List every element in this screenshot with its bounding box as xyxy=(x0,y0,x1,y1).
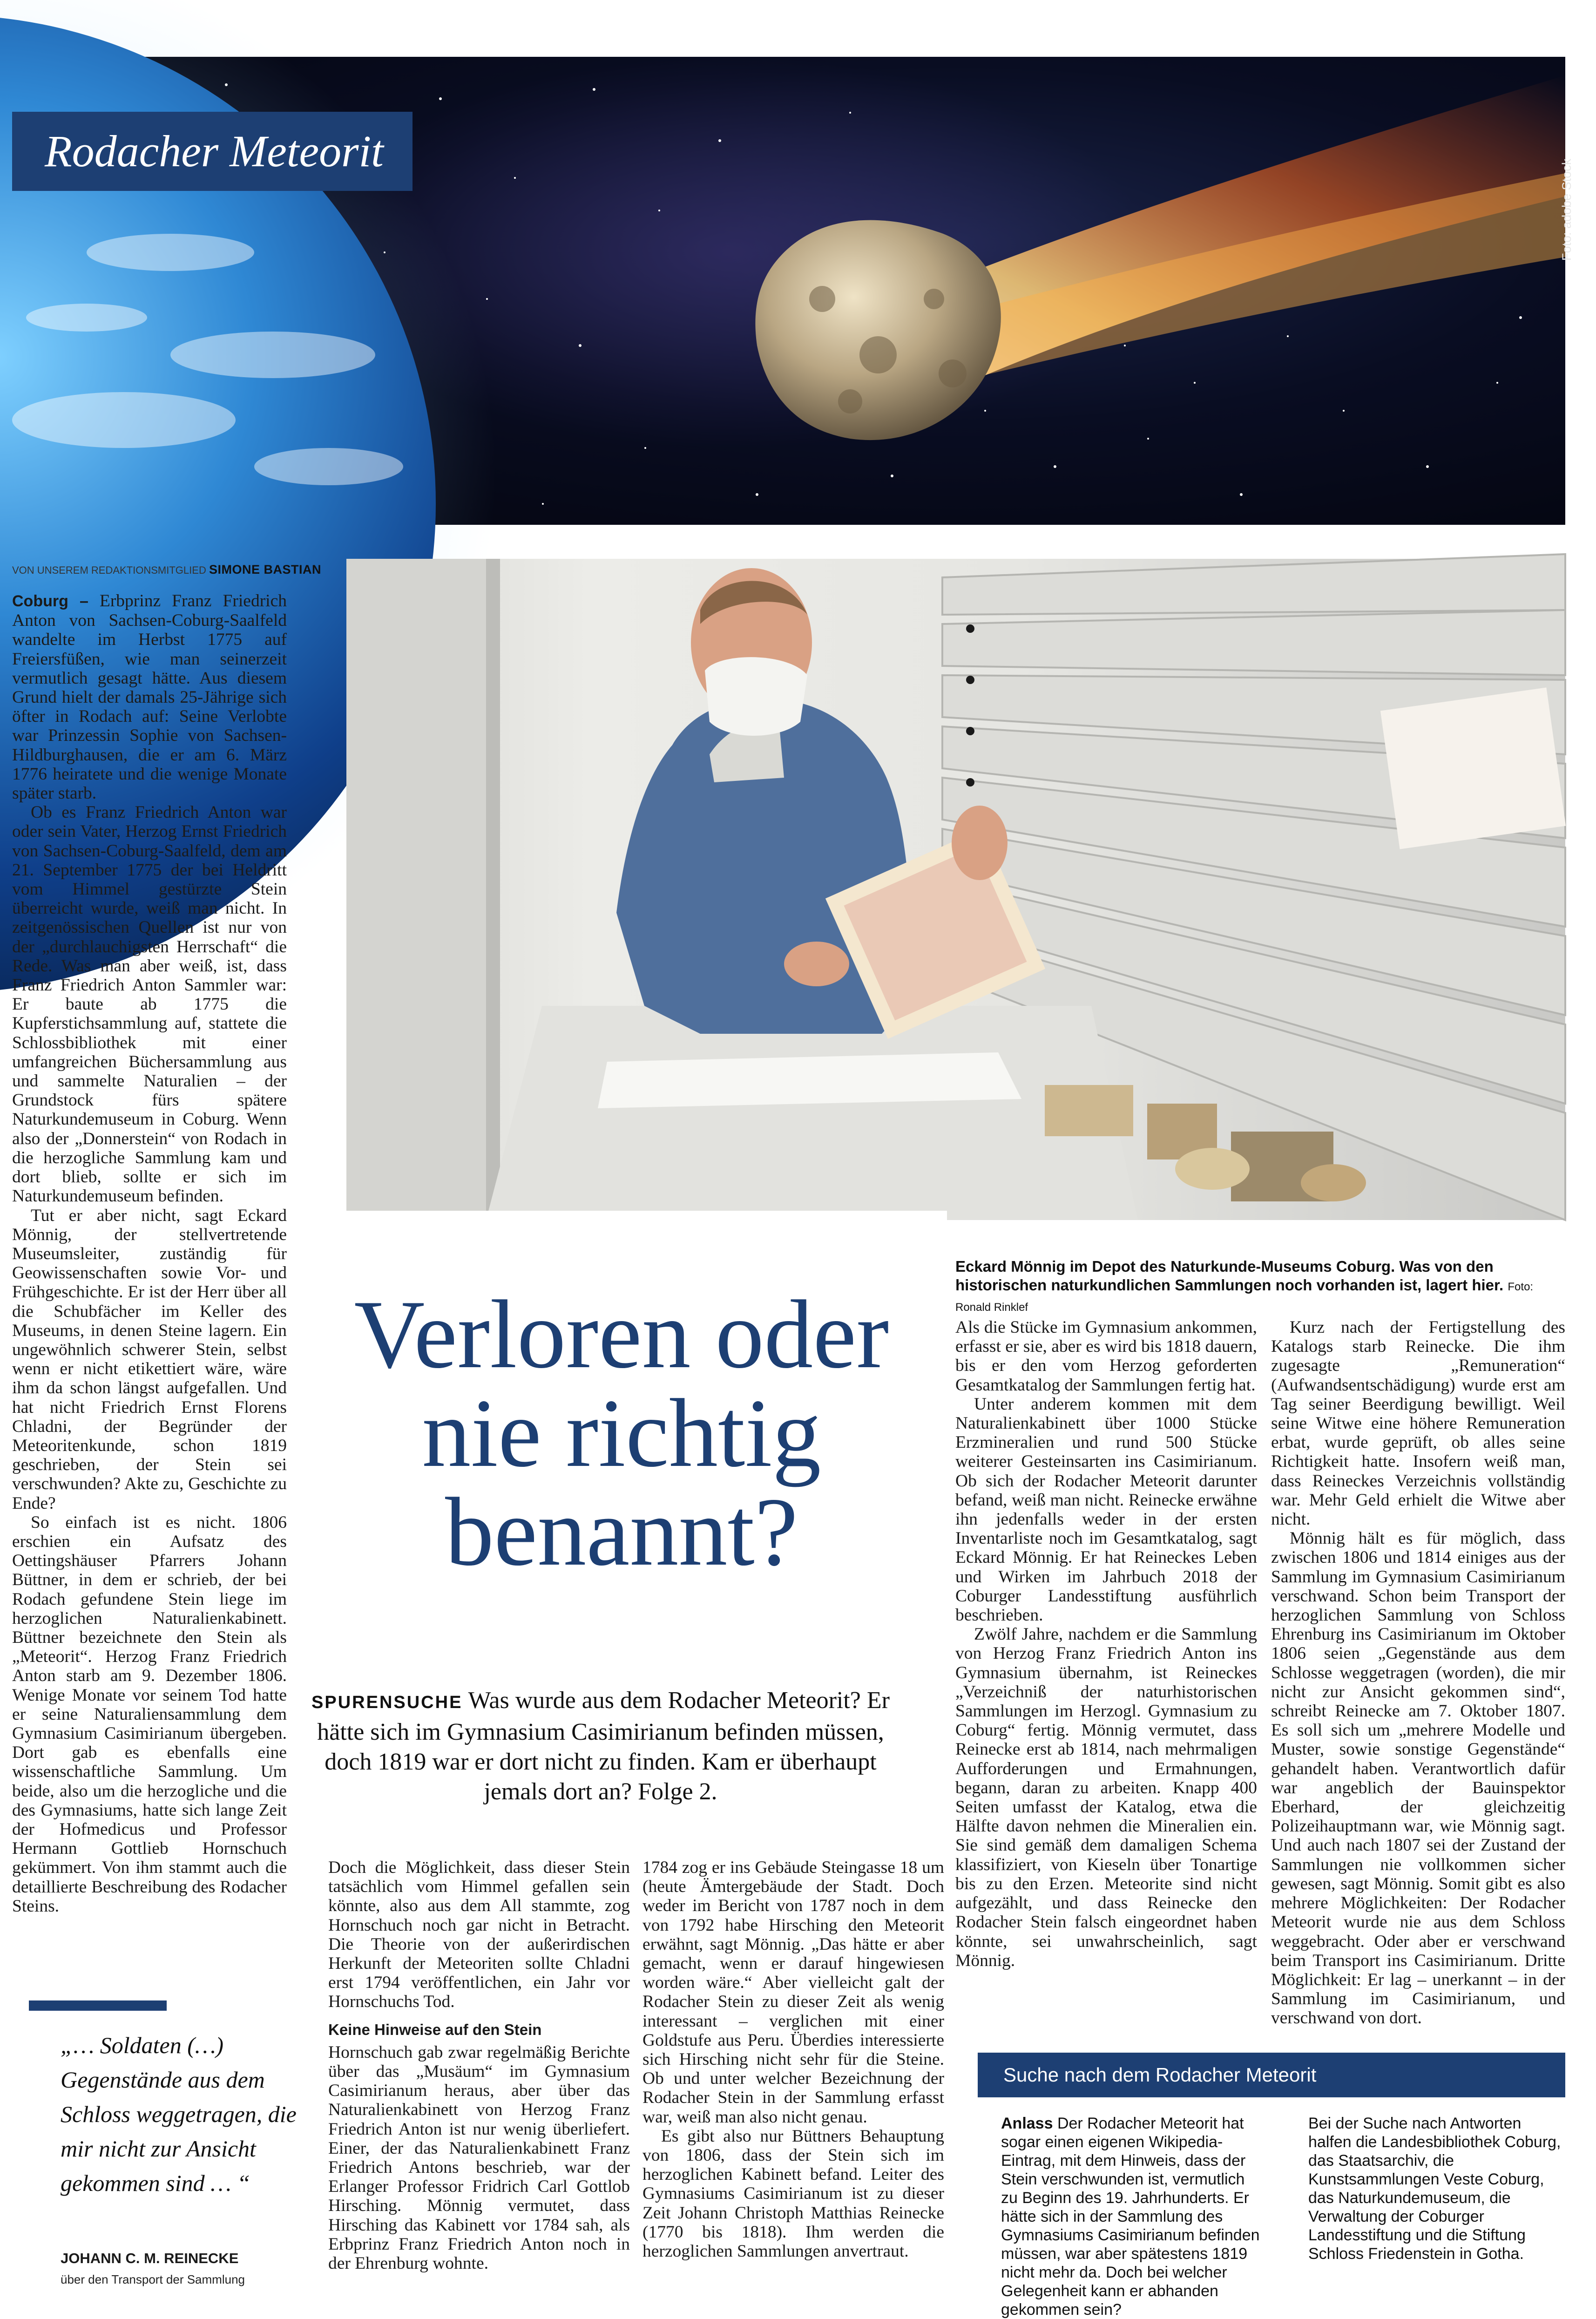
infobox-title: Suche nach dem Rodacher Meteorit xyxy=(978,2053,1565,2097)
byline xyxy=(12,563,338,577)
quote-author: JOHANN C. M. REINECKE xyxy=(61,2250,239,2266)
article-column-1 xyxy=(12,591,287,1916)
quote-rule xyxy=(29,2000,167,2011)
depot-photo-illustration xyxy=(346,559,1565,1220)
article-column-4 xyxy=(955,1318,1257,2035)
photo-caption xyxy=(955,1257,1565,1317)
paragraph xyxy=(12,591,287,803)
teaser xyxy=(298,1686,903,1807)
hero-photo-credit: Foto: adobe Stock xyxy=(1560,158,1574,261)
paragraph: So einfach ist es nicht. 1806 erschien ein Aufsatz des Oettingshäuser Pfarrers Johann Büttner, in dem er schrieb, der bei Rodach gefundene Stein liege im herzoglichen Naturalienkabinett. Büttner bezeichnete den Stein als „Meteorit“. Herzog Franz Friedrich Anton starb am 9. Dezember 1806. Wenige Monate vor seinem Tod hatte er seine Naturaliensammlung dem Gymnasium Casimirianum übergeben. Dort gab es ebenfalls eine wissenschaftliche Sammlung. Um beide, also um die herzogliche und die des Gymnasiums, hatte sich lange Zeit der Hofmedicus und Professor Hermann Gottlieb Hornschuch gekümmert. Von ihm stammt auch die detaillierte Beschreibung des Rodacher Steins. xyxy=(12,1512,287,1916)
paragraph: Unter anderem kommen mit dem Naturalienkabinett über 1000 Stücke Erzmineralien und rund 500 Stücke weiterer Gesteinsarten ins Casimirianum. Ob sich der Rodacher Meteorit darunter befand, weiß man nicht. Reinecke erwähne ihn jedenfalls weder in der ersten Inventarliste noch im Gesamtkatalog, sagt Eckard Mönnig. Er hat Reineckes Leben und Wirken im Jahrbuch 2018 der Coburger Landesstiftung ausführlich beschrieben. xyxy=(955,1394,1257,1625)
infobox-text: Der Rodacher Meteorit hat sogar einen eigenen Wikipedia-Eintrag, mit dem Hinweis, dass der Stein verschwunden ist, vermutlich zu Beginn des 19. Jahrhunderts. Er hätte sich in der Sammlung des Gymnasiums Casimirianum befinden müssen, war aber spätestens 1819 nicht mehr da. Doch bei welcher Gelegenheit kann er abhanden gekommen sein? xyxy=(1001,2115,1260,2319)
kicker: SPURENSUCHE xyxy=(311,1693,463,1712)
paragraph: Ob es Franz Friedrich Anton war oder sein Vater, Herzog Ernst Friedrich von Sachsen-Coburg-Saalfeld, dem am 21. September 1775 der bei Heldritt vom Himmel gestürzte Stein überreicht wurde, weiß man nicht. In zeitgenössischen Quellen ist nur von der „durchlauchigsten Herrschaft“ die Rede. Was man aber weiß, ist, dass Franz Friedrich Anton Sammler war: Er baute ab 1775 die Kupferstichsammlung auf, stattete die Schlossbibliothek mit einer umfangreichen Büchersammlung aus und sammelte Naturalien – der Grundstock fürs spätere Naturkundemuseum in Coburg. Wenn also der „Donnerstein“ von Rodach in die herzogliche Sammlung kam und dort blieb, sollte er sich im Naturkundemuseum befinden. xyxy=(12,803,287,1206)
paragraph: Es gibt also nur Büttners Behauptung von 1806, dass der Stein sich im herzoglichen Kabinett befand. Leiter des Gymnasiums Casimirianum ist zu dieser Zeit Johann Christoph Matthias Reinecke (1770 bis 1818). Ihm werden die herzoglichen Sammlungen anvertraut. xyxy=(642,2126,944,2261)
pull-quote: „… Soldaten (…) Gegenstände aus dem Schloss weggetragen, die mir nicht zur Ansicht gekommen sind … “ xyxy=(61,2032,297,2196)
headline: Verloren oder nie richtig benannt? xyxy=(354,1281,889,1586)
main-photo xyxy=(346,559,1565,1220)
paragraph: Als die Stücke im Gymnasium ankommen, erfasst er sie, aber es wird bis 1818 dauern, bis er den vom Herzog geforderten Gesamtkatalog der Sammlungen fertig hat. xyxy=(955,1318,1257,1395)
subheading: Keine Hinweise auf den Stein xyxy=(328,2021,542,2038)
article-column-3 xyxy=(642,1858,944,2305)
paragraph: Kurz nach der Fertigstellung des Katalogs starb Reinecke. Die ihm zugesagte „Remuneration“ (Aufwandsentschädigung) wurde erst am Tag seiner Beerdigung bewilligt. Weil seine Witwe eine höhere Remuneration erbat, wurde geprüft, ob alles seine Richtigkeit hatte. Insofern weiß man, dass Reineckes Verzeichnis vollständig war. Mehr Geld erhielt die Witwe aber nicht. xyxy=(1271,1318,1565,1529)
article-column-5 xyxy=(1271,1318,1565,2035)
topic-banner: Rodacher Meteorit xyxy=(12,112,413,191)
paragraph: Mönnig hält es für möglich, dass zwischen 1806 und 1814 einiges aus der Sammlung im Gymnasium Casimirianum verschwand. Schon beim Transport der herzoglichen Sammlung von Schloss Ehrenburg ins Casimirianum im Oktober 1806 seien „Gegenstände aus dem Schlosse weggetragen (worden), die mir nicht zur Ansicht gekommen sind“, schreibt Reinecke am 7. Oktober 1807. Es soll sich um „mehrere Modelle und Muster, sowie sonstige Gegenstände“ gehandelt haben. Verantwortlich dafür war angeblich der Bauinspektor Eberhard, der gleichzeitig Polizeihauptmann war, wie Mönnig sagt. Und auch nach 1807 sei der Zustand der Sammlungen nie vollkommen sicher gewesen, sagt Mönnig. Somit gibt es also mehrere Möglichkeiten: Der Rodacher Meteorit wurde nie aus dem Schloss weggebracht. Oder aber er verschwand beim Transport ins Casimirianum. Dritte Möglichkeit: Er lag – unerkannt – in der Sammlung im Casimirianum, und verschwand von dort. xyxy=(1271,1529,1565,2028)
quote-role: über den Transport der Sammlung xyxy=(61,2272,245,2286)
infobox-lead: Anlass xyxy=(1001,2115,1053,2132)
paragraph: Doch die Möglichkeit, dass dieser Stein tatsächlich vom Himmel gefallen sein könnte, also aus dem All stammte, zog Hornschuch noch gar nicht in Betracht. Die Theorie von der außerirdischen Herkunft der Meteoriten sollte Chladni erst 1794 veröffentlichen, ein Jahr vor Hornschuchs Tod. xyxy=(328,1858,630,2012)
paragraph: 1784 zog er ins Gebäude Steingasse 18 um (heute Ämtergebäude der Stadt. Doch weder im Bericht von 1787 noch in dem von 1792 habe Hirsching den Meteorit erwähnt, sagt Mönnig. „Das hätte er aber gemacht, wenn er darauf hingewiesen worden wäre.“ Aber vielleicht galt der Rodacher Stein zu dieser Zeit als wenig interessant – verglichen mit einer Goldstufe aus Peru. Überdies interessierte sich Hirsching nicht sehr für die Steine. Ob und unter welcher Bezeichnung der Rodacher Stein in der Sammlung erfasst war, weiß man also nicht genau. xyxy=(642,1858,944,2127)
paragraph-text: Erbprinz Franz Friedrich Anton von Sachsen-Coburg-Saalfeld wandelte im Herbst 1775 auf Freiersfüßen, wie man seinerzeit vermutlich gesagt hätte. Aus diesem Grund hielt der damals 25-Jährige sich öfter in Rodach auf: Seine Verlobte war Prinzessin Sophie von Sachsen-Hildburghausen, die er am 6. März 1776 heiratete und die wenige Monate später starb. xyxy=(12,591,287,803)
article-column-2 xyxy=(328,1858,630,2305)
byline-prefix: VON UNSEREM REDAKTIONSMITGLIED xyxy=(12,564,206,576)
dateline: Coburg – xyxy=(12,592,88,610)
photo-cutout xyxy=(346,1211,947,1220)
infobox-column-1 xyxy=(1001,2114,1262,2319)
caption-text: Eckard Mönnig im Depot des Naturkunde-Museums Coburg. Was von den historischen naturkundlichen Sammlungen noch vorhanden ist, lagert hier. xyxy=(955,1258,1504,1294)
byline-author: SIMONE BASTIAN xyxy=(209,563,321,576)
paragraph: Hornschuch gab zwar regelmäßig Berichte über das „Musäum“ im Gymnasium Casimirianum heraus, aber über das Naturalienkabinett von Herzog Franz Friedrich Anton ist nur wenig überliefert. Einer, der das Naturalienkabinett Franz Friedrich Antons beschrieb, war der Erlanger Professor Fridrich Carl Gottlob Hirsching. Mönnig vermutet, dass Hirsching das Kabinett vor 1784 sah, als Erbprinz Franz Friedrich Anton noch in der Ehrenburg wohnte. xyxy=(328,2042,630,2273)
teaser-text: Was wurde aus dem Rodacher Meteorit? Er hätte sich im Gymnasium Casimirianum befinden müssen, doch 1819 war er dort nicht zu finden. Kam er überhaupt jemals dort an? Folge 2. xyxy=(317,1687,890,1805)
paragraph: Zwölf Jahre, nachdem er die Sammlung von Herzog Franz Friedrich Anton ins Gymnasium übernahm, ist Reineckes „Verzeichniß der naturhistorischen Sammlungen im Herzogl. Gymnasium zu Coburg“ fertig. Mönnig vermutet, dass Reinecke erst ab 1814, nach mehrmaligen Aufforderungen und Ermahnungen, begann, daran zu arbeiten. Knapp 400 Seiten umfasst der Katalog, etwa die Hälfte davon nehmen die Mineralien ein. Sie sind gemäß dem damaligen Schema klassifiziert, von Kieseln über Tonartige bis zu den Erzen. Meteorite sind nicht aufgezählt, und dass Reinecke den Rodacher Stein falsch eingeordnet haben könnte, sei unwahrscheinlich, sagt Mönnig. xyxy=(955,1625,1257,1970)
photo-credit: Foto: Ronald Rinklef xyxy=(955,1281,1534,1314)
paragraph: Tut er aber nicht, sagt Eckard Mönnig, der stellvertretende Museumsleiter, zuständig für Geowissenschaften sowie Vor- und Frühgeschichte. Er ist der Herr über all die Schubfächer im Keller des Museums, in denen Steine lagern. Ein ungewöhnlich schwerer Stein, selbst wenn er nicht etikettiert wäre, wäre ihm da schon längst aufgefallen. Und hat nicht Friedrich Ernst Florens Chladni, der Begründer der Meteoritenkunde, schon 1819 geschrieben, der Stein sei verschwunden? Akte zu, Geschichte zu Ende? xyxy=(12,1206,287,1513)
infobox-column-2: Bei der Suche nach Antworten halfen die Landesbibliothek Coburg, das Staatsarchiv, die Kunstsammlungen Veste Coburg, das Naturkundemuseum, die Verwaltung der Coburger Landesstiftung und die Stiftung Schloss Friedenstein in Gotha. xyxy=(1308,2115,1561,2263)
